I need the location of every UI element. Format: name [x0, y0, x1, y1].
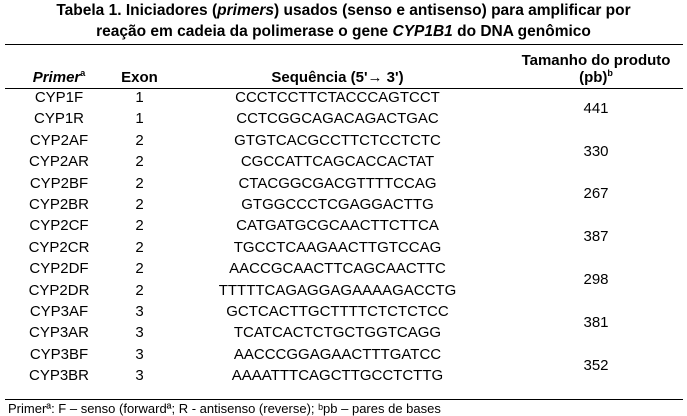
exon-cell: 2	[135, 174, 144, 192]
table-footnote: Primerª: F – senso (forwardª; R - antisenso (reverse); ᵇpb – pares de bases	[8, 401, 441, 416]
primer-cell: CYP2AF	[29, 131, 89, 149]
header-exon: Exon	[121, 69, 158, 86]
exon-cell: 2	[135, 153, 144, 171]
table-row	[5, 215, 683, 236]
size-cell: 298	[583, 270, 609, 288]
exon-cell: 2	[135, 281, 144, 299]
exon-cell: 2	[135, 131, 144, 149]
sequence-cell: CCTCGGCAGACAGACTGAC	[236, 110, 439, 128]
sequence-cell: GTGGCCCTCGAGGACTTG	[241, 196, 434, 214]
size-cell: 381	[583, 313, 609, 331]
table-caption	[0, 0, 687, 42]
sequence-cell: AACCCGGAGAACTTTGATCC	[233, 345, 442, 363]
primer-cell: CYP3BR	[28, 367, 90, 385]
primer-cell: CYP2CF	[29, 217, 89, 235]
caption-lead: Tabela 1. Iniciadores (	[56, 2, 218, 19]
size-cell: 267	[583, 185, 609, 203]
primer-cell: CYP2BF	[29, 174, 89, 192]
header-sequence: Sequência (5'→ 3')	[271, 69, 404, 86]
sequence-cell: AAAATTTCAGCTTGCCTCTTG	[231, 367, 444, 385]
sequence-cell: TTTTTCAGAGGAGAAAAGACCTG	[218, 281, 457, 299]
sequence-cell: CTACGGCGACGTTTTCCAG	[238, 174, 437, 192]
sequence-cell: CATGATGCGCAACTTCTTCA	[236, 217, 439, 235]
caption-primers-word: primers	[217, 2, 275, 19]
sequence-cell: GCTCACTTGCTTTTCTCTCTCC	[226, 303, 449, 321]
header-row	[5, 47, 683, 87]
caption-line2-tail: do DNA genômico	[452, 23, 591, 40]
size-cell: 352	[583, 356, 609, 374]
table-row	[5, 301, 683, 322]
caption-mid: ) usados (senso e antisenso) para amplificar por	[274, 2, 631, 19]
size-cell: 387	[583, 228, 609, 246]
size-cell: 330	[583, 142, 609, 160]
sequence-cell: TGCCTCAAGAACTTGTCCAG	[233, 238, 442, 256]
exon-cell: 3	[135, 303, 144, 321]
primer-cell: CYP3AF	[29, 303, 89, 321]
primer-cell: CYP1R	[33, 110, 85, 128]
header-primer: Primer$^a$	[32, 68, 86, 86]
primer-cell: CYP2BR	[28, 196, 90, 214]
table-row	[5, 344, 683, 365]
caption-line2-lead: reação em cadeia da polimerase o gene	[96, 23, 393, 40]
header-product-size: Tamanho do produto (pb)$^b$	[521, 52, 671, 86]
exon-cell: 3	[135, 367, 144, 385]
exon-cell: 2	[135, 238, 144, 256]
primer-cell: CYP2AR	[28, 153, 90, 171]
primers-table	[5, 47, 683, 387]
top-rule	[5, 44, 683, 45]
sequence-cell: AACCGCAACTTCAGCAACTTC	[229, 260, 446, 278]
sequence-cell: GTGTCACGCCTTCTCCTCTC	[234, 131, 441, 149]
exon-cell: 3	[135, 345, 144, 363]
primer-cell: CYP3AR	[28, 324, 90, 342]
sequence-cell: CGCCATTCAGCACCACTAT	[240, 153, 435, 171]
exon-cell: 2	[135, 260, 144, 278]
caption-gene: CYP1B1	[392, 23, 453, 40]
primer-cell: CYP1F	[34, 89, 84, 106]
exon-cell: 2	[135, 196, 144, 214]
table-row	[5, 258, 683, 279]
exon-cell: 2	[135, 217, 144, 235]
caption-line-1	[0, 0, 687, 21]
table-row	[5, 87, 683, 108]
sequence-cell: CCCTCCTTCTACCCAGTCCT	[235, 89, 440, 106]
exon-cell: 1	[135, 110, 144, 128]
sequence-cell: TCATCACTCTGCTGGTCAGG	[233, 324, 442, 342]
exon-cell: 3	[135, 324, 144, 342]
caption-line-2	[0, 21, 687, 42]
table-row	[5, 130, 683, 151]
bottom-rule	[5, 399, 683, 400]
table-row	[5, 173, 683, 194]
primer-cell: CYP2DF	[29, 260, 89, 278]
primer-cell: CYP2DR	[28, 281, 90, 299]
exon-cell: 1	[135, 89, 144, 106]
size-cell: 441	[583, 99, 609, 117]
primer-cell: CYP2CR	[28, 238, 90, 256]
primer-cell: CYP3BF	[29, 345, 89, 363]
